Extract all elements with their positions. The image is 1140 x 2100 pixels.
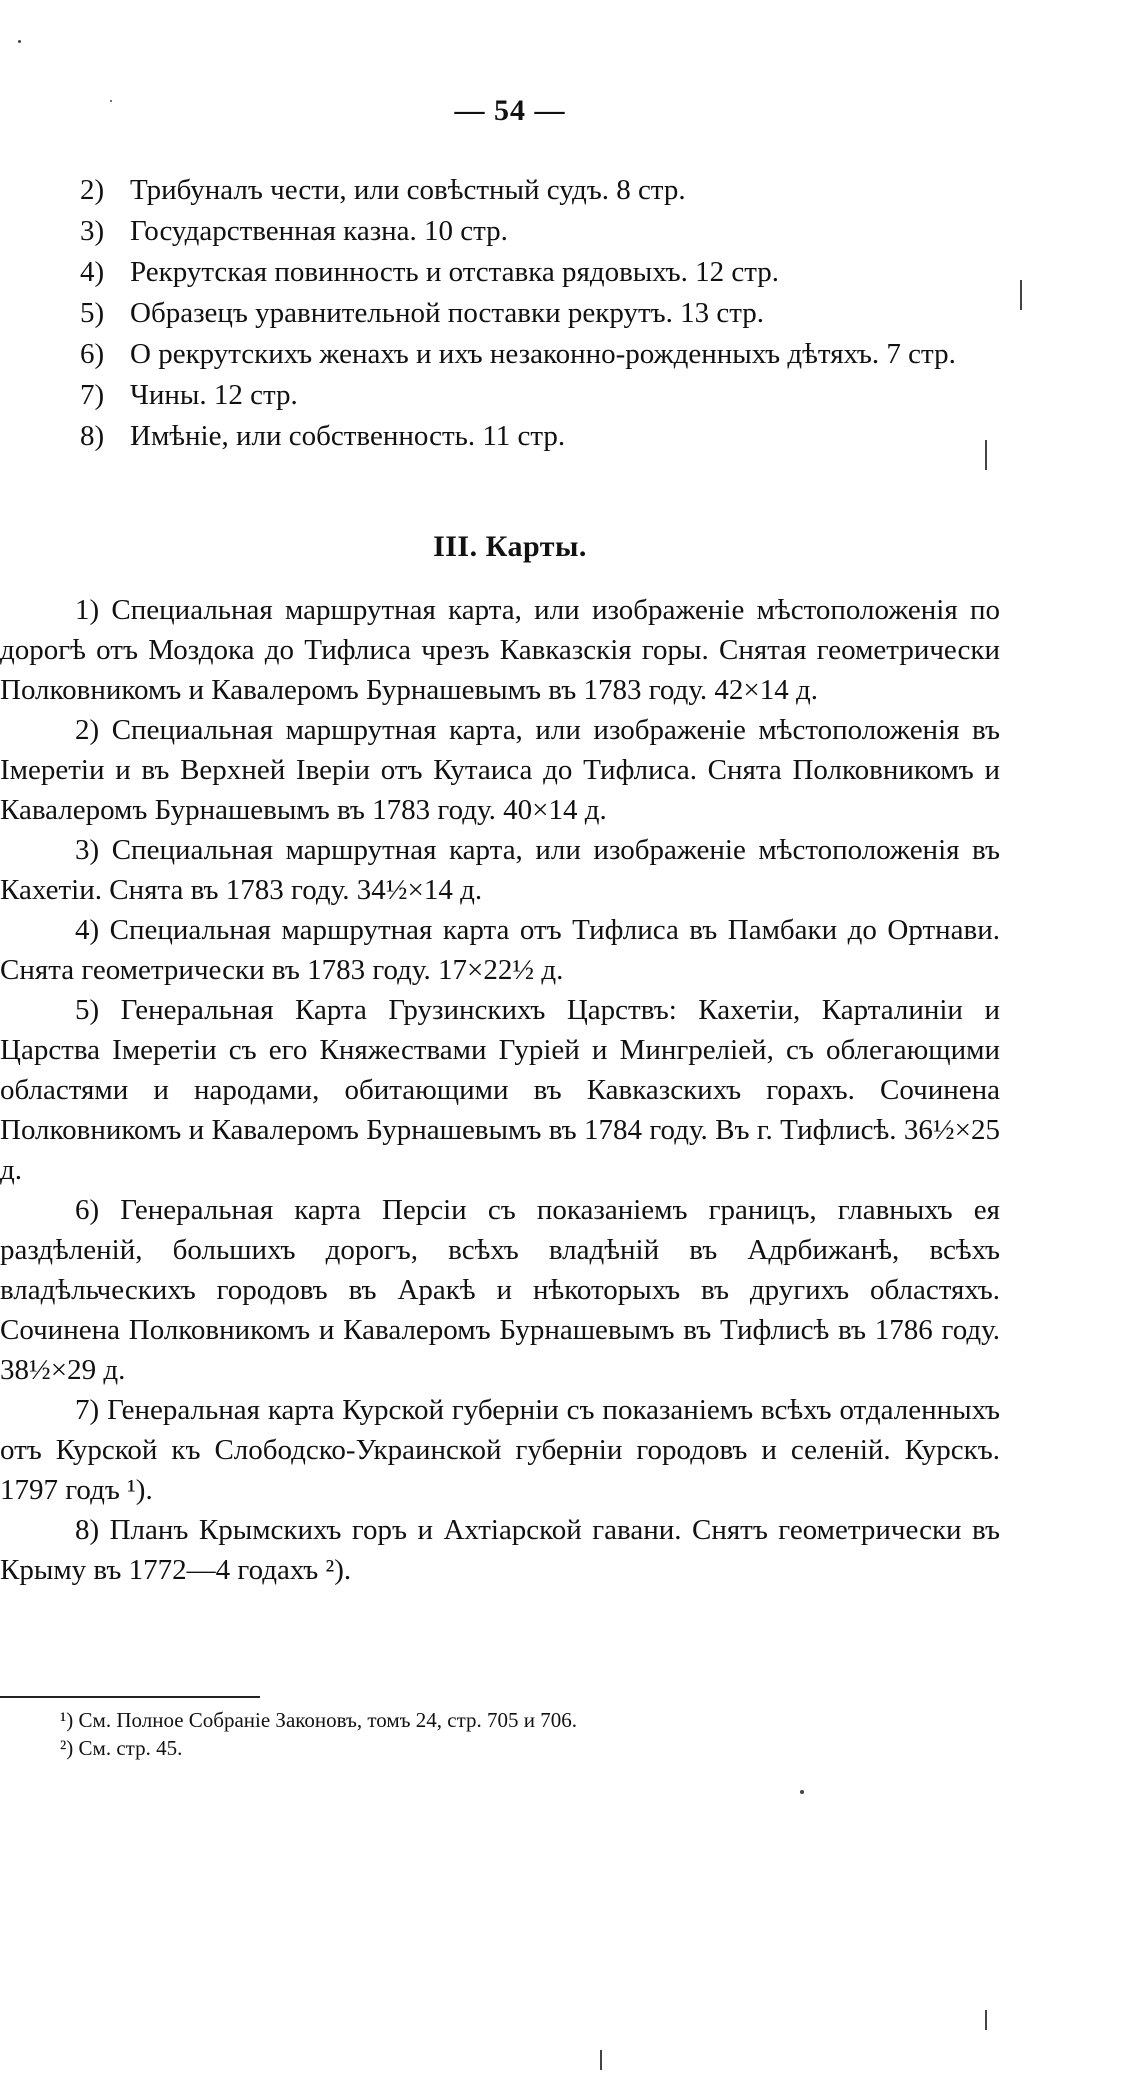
list-item (0, 293, 1010, 334)
list-item-number: 2) (80, 174, 105, 206)
map-entry: 3) Специальная маршрутная карта, или изображеніе мѣстоположенія въ Кахетіи. Снята въ 1783 году. 34½×14 д. (0, 834, 1000, 906)
list-item-number: 4) (80, 256, 105, 288)
list-item-number: 3) (80, 215, 105, 247)
list-item (0, 375, 1010, 416)
footnote-divider (0, 1696, 260, 1698)
list-item-number: 7) (80, 379, 105, 411)
list-item-text: О рекрутскихъ женахъ и ихъ незаконно-рожденныхъ дѣтяхъ. 7 стр. (130, 338, 956, 370)
map-entry: 6) Генеральная карта Персіи съ показаніемъ границъ, главныхъ ея раздѣленій, большихъ дорогъ, всѣхъ владѣній въ Адрбижанѣ, всѣхъ владѣльческихъ городовъ въ Аракѣ и нѣкоторыхъ въ другихъ областяхъ. Сочинена Полковникомъ и Кавалеромъ Бурнашевымъ въ Тифлисѣ въ 1786 году. 38½×29 д. (0, 1194, 1000, 1386)
list-item-text: Государственная казна. 10 стр. (130, 215, 508, 247)
scan-speck (110, 100, 112, 102)
map-entry: 4) Специальная маршрутная карта отъ Тифлиса въ Памбаки до Ортнави. Снята геометрически въ 1783 году. 17×22½ д. (0, 914, 1000, 986)
scan-speck (18, 40, 21, 43)
map-entry: 8) Планъ Крымскихъ горъ и Ахтіарской гавани. Снятъ геометрически въ Крыму въ 1772—4 годахъ ²). (0, 1514, 1000, 1586)
map-entry: 1) Специальная маршрутная карта, или изображеніе мѣстоположенія по дорогѣ отъ Моздока до Тифлиса чрезъ Кавказскія горы. Снятая геометрически Полковникомъ и Кавалеромъ Бурнашевымъ въ 1783 году. 42×14 д. (0, 594, 1000, 706)
list-item (0, 170, 1010, 211)
page-number: — 54 — (454, 94, 566, 127)
list-item-text: Трибуналъ чести, или совѣстный судъ. 8 стр. (130, 174, 686, 206)
list-item-text: Рекрутская повинность и отставка рядовыхъ. 12 стр. (130, 256, 780, 288)
section-title: III. Карты. (433, 530, 587, 563)
scan-speck (985, 440, 987, 470)
list-item-text: Имѣніе, или собственность. 11 стр. (130, 420, 566, 452)
appendix-list (0, 170, 1010, 457)
footnotes (60, 1706, 960, 1762)
footnote: ¹) См. Полное Собраніе Законовъ, томъ 24, стр. 705 и 706. (60, 1708, 578, 1732)
footnote: ²) См. стр. 45. (60, 1736, 183, 1760)
list-item (0, 252, 1010, 293)
map-entry: 7) Генеральная карта Курской губерніи съ показаніемъ всѣхъ отдаленныхъ отъ Курской къ Слободско-Украинской губерніи городовъ и селеній. Курскъ. 1797 годъ ¹). (0, 1394, 1000, 1506)
list-item (0, 416, 1010, 457)
scan-speck (985, 2010, 987, 2030)
scan-speck (1020, 280, 1022, 310)
scan-speck (800, 1790, 804, 1794)
map-entry: 5) Генеральная Карта Грузинскихъ Царствъ: Кахетіи, Карталиніи и Царства Імеретіи съ его Княжествами Гуріей и Мингреліей, съ облегающими областями и народами, обитающими въ Кавказскихъ горахъ. Сочинена Полковникомъ и Кавалеромъ Бурнашевымъ въ 1784 году. Въ г. Тифлисѣ. 36½×25 д. (0, 994, 1000, 1186)
list-item-number: 8) (80, 420, 105, 452)
list-item-text: Чины. 12 стр. (130, 379, 298, 411)
list-item-number: 5) (80, 297, 105, 329)
scan-speck (600, 2050, 602, 2070)
maps-list (0, 590, 1000, 1590)
list-item-number: 6) (80, 338, 105, 370)
list-item-text: Образецъ уравнительной поставки рекрутъ. 13 стр. (130, 297, 765, 329)
list-item (0, 334, 1010, 375)
list-item (0, 211, 1010, 252)
map-entry: 2) Специальная маршрутная карта, или изображеніе мѣстоположенія въ Імеретіи и въ Верхней Іверіи отъ Кутаиса до Тифлиса. Снята Полковникомъ и Кавалеромъ Бурнашевымъ въ 1783 году. 40×14 д. (0, 714, 1000, 826)
